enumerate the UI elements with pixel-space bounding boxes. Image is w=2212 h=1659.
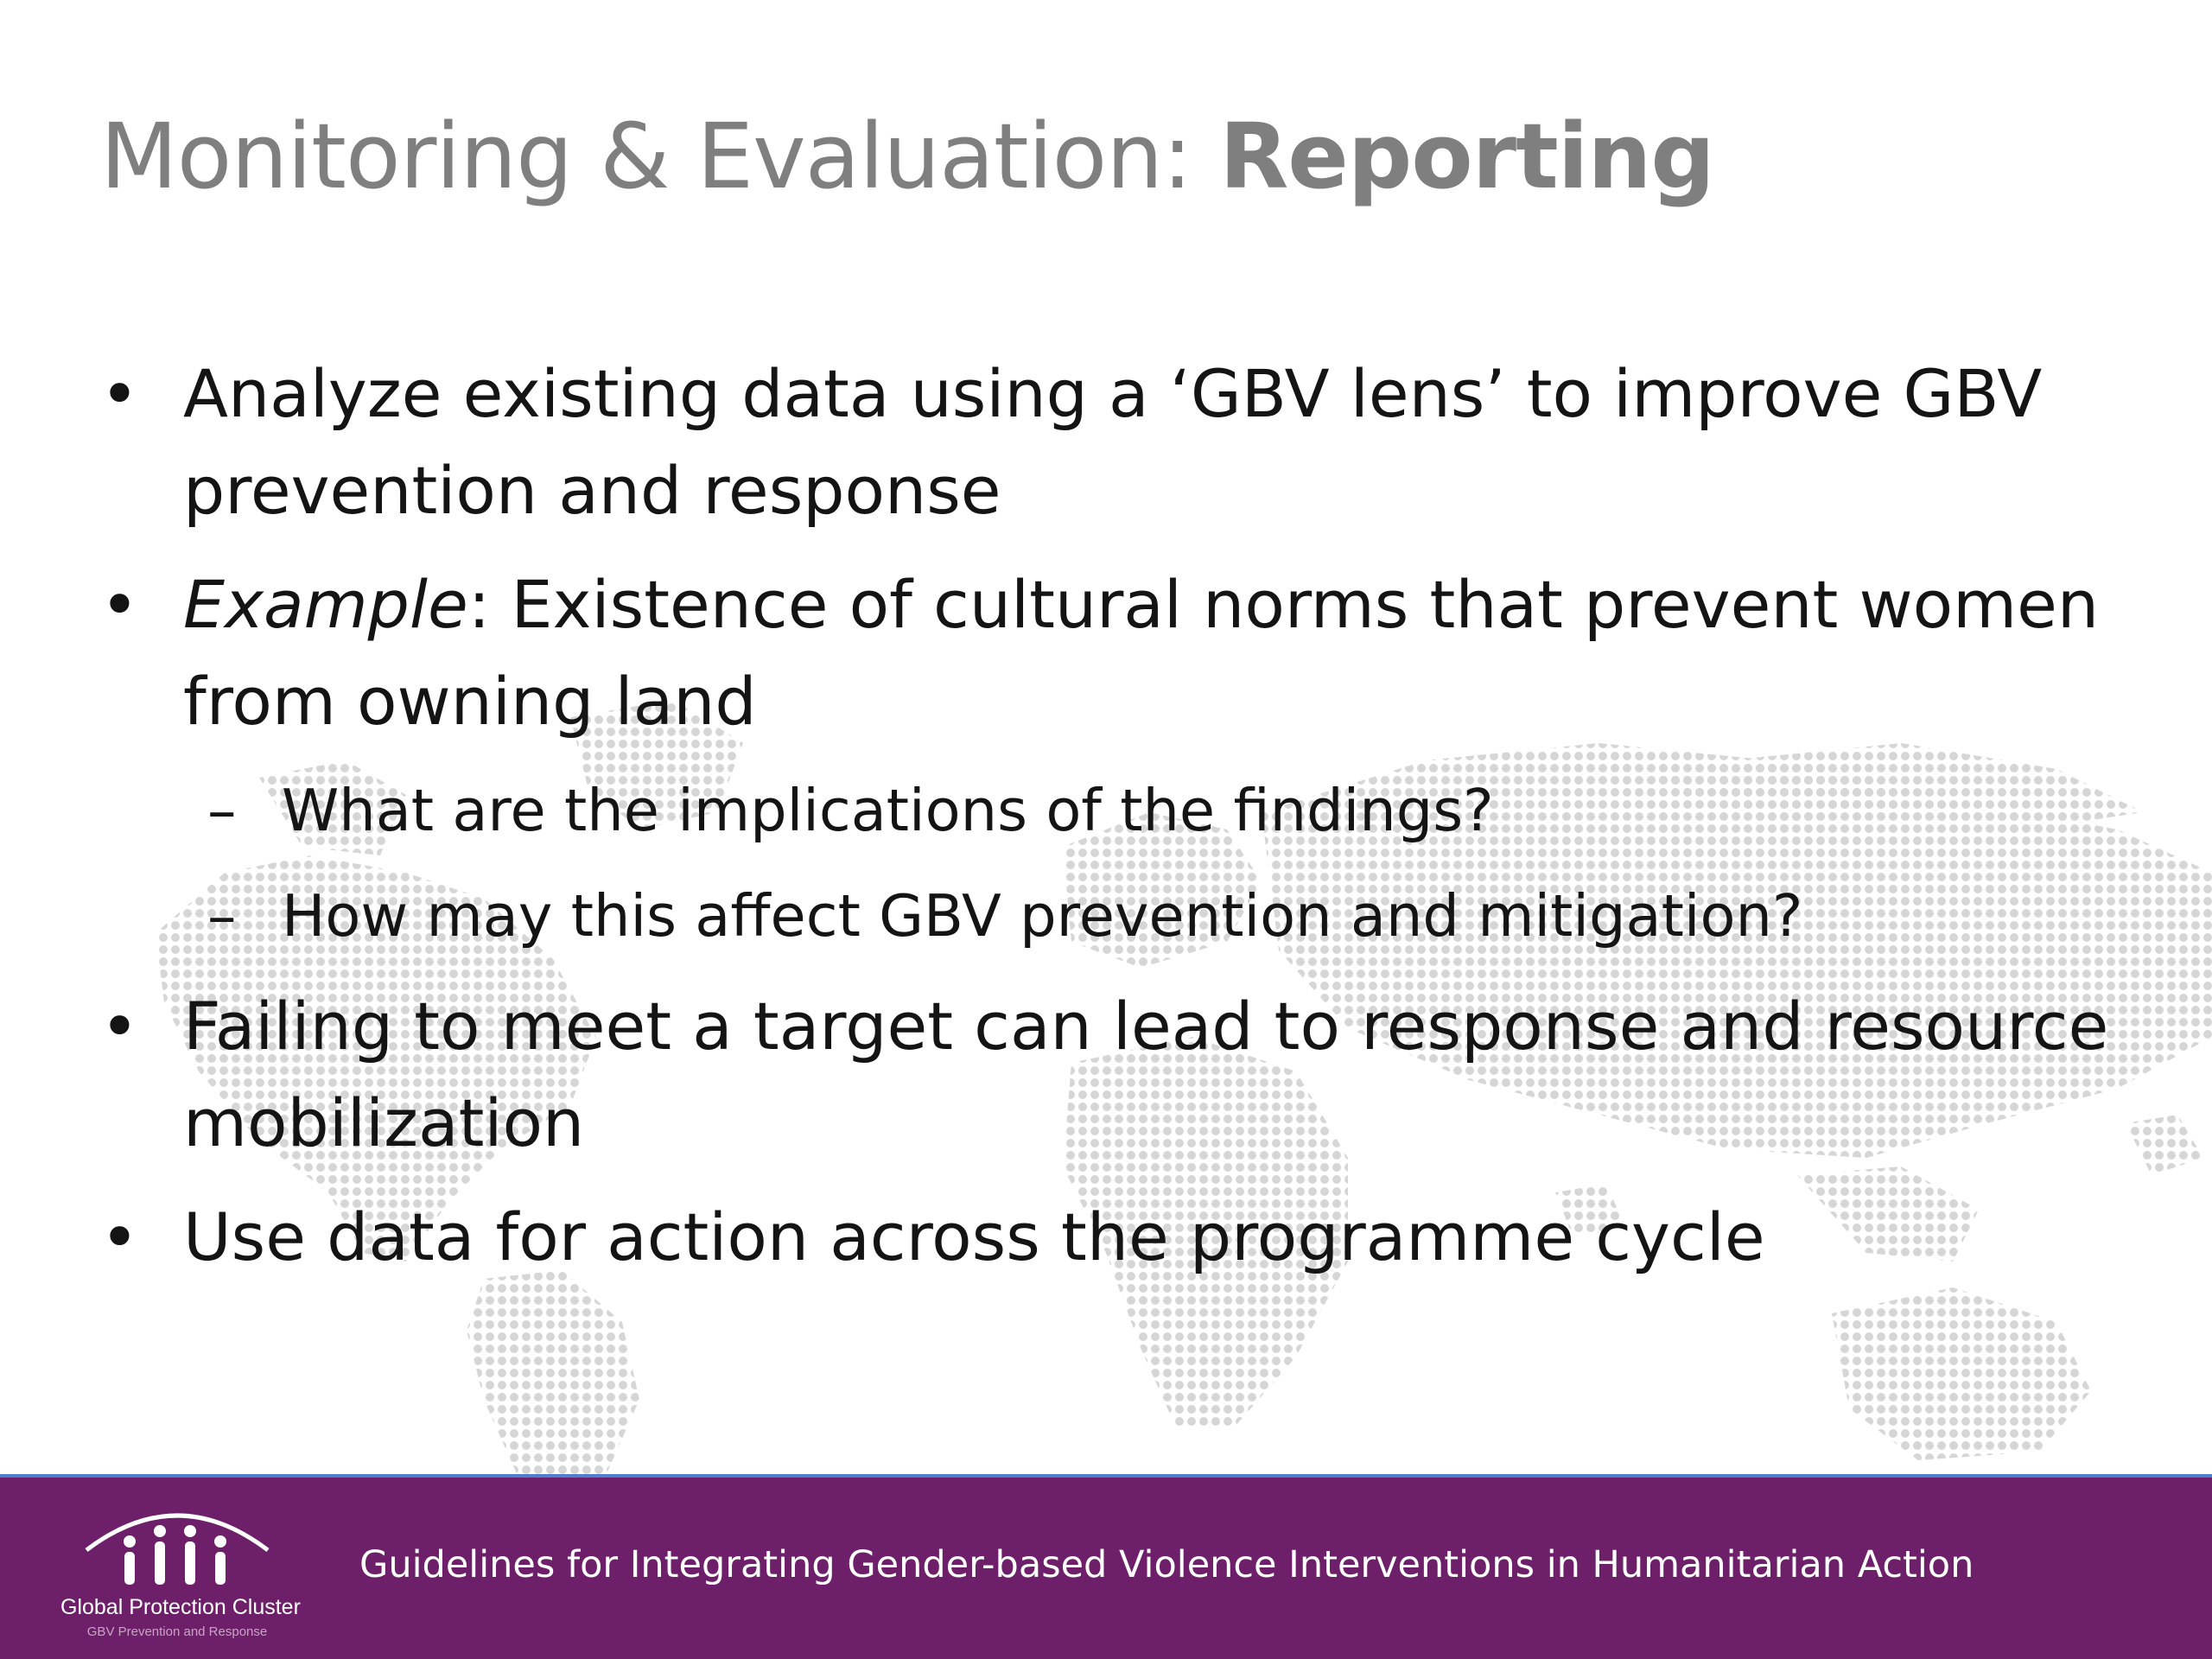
bullet-item <box>100 978 2157 1172</box>
slide-title <box>100 104 1714 209</box>
bullet-text: : Existence of cultural norms that prevent women from owning land <box>183 566 2100 740</box>
bullet-marker: • <box>100 566 139 643</box>
global-protection-cluster-logo <box>60 1498 301 1645</box>
bullet-marker: • <box>100 988 139 1065</box>
sub-bullet-text: What are the implications of the findings? <box>282 777 1494 844</box>
logo-people-icon <box>78 1498 276 1593</box>
title-regular: Monitoring & Evaluation: <box>100 104 1220 209</box>
dash-marker: – <box>207 777 237 844</box>
sub-bullet-item <box>100 767 2157 854</box>
logo-subtitle: GBV Prevention and Response <box>86 1624 268 1639</box>
bullet-marker: • <box>100 355 139 432</box>
bullet-list <box>100 346 2157 1303</box>
bullet-text: Analyze existing data using a ‘GBV lens’ to improve GBV prevention and response <box>183 355 2043 529</box>
logo-name: Global Protection Cluster <box>60 1595 301 1619</box>
bullet-text: Failing to meet a target can lead to response and resource mobilization <box>183 988 2109 1161</box>
bullet-text: Use data for action across the programme cycle <box>183 1198 1765 1275</box>
bullet-item <box>100 346 2157 539</box>
sub-bullet-text: How may this affect GBV prevention and mitigation? <box>282 882 1803 950</box>
bullet-text-italic: Example <box>183 566 468 643</box>
footer-bar <box>0 1474 2212 1659</box>
bullet-marker: • <box>100 1198 139 1275</box>
footer-caption: Guidelines for Integrating Gender-based Violence Interventions in Humanitarian Action <box>359 1543 1974 1586</box>
title-bold: Reporting <box>1219 104 1714 209</box>
sub-bullet-item <box>100 873 2157 959</box>
bullet-item <box>100 1189 2157 1286</box>
footer-divider <box>0 1474 2212 1478</box>
bullet-item <box>100 556 2157 750</box>
dash-marker: – <box>207 882 237 950</box>
